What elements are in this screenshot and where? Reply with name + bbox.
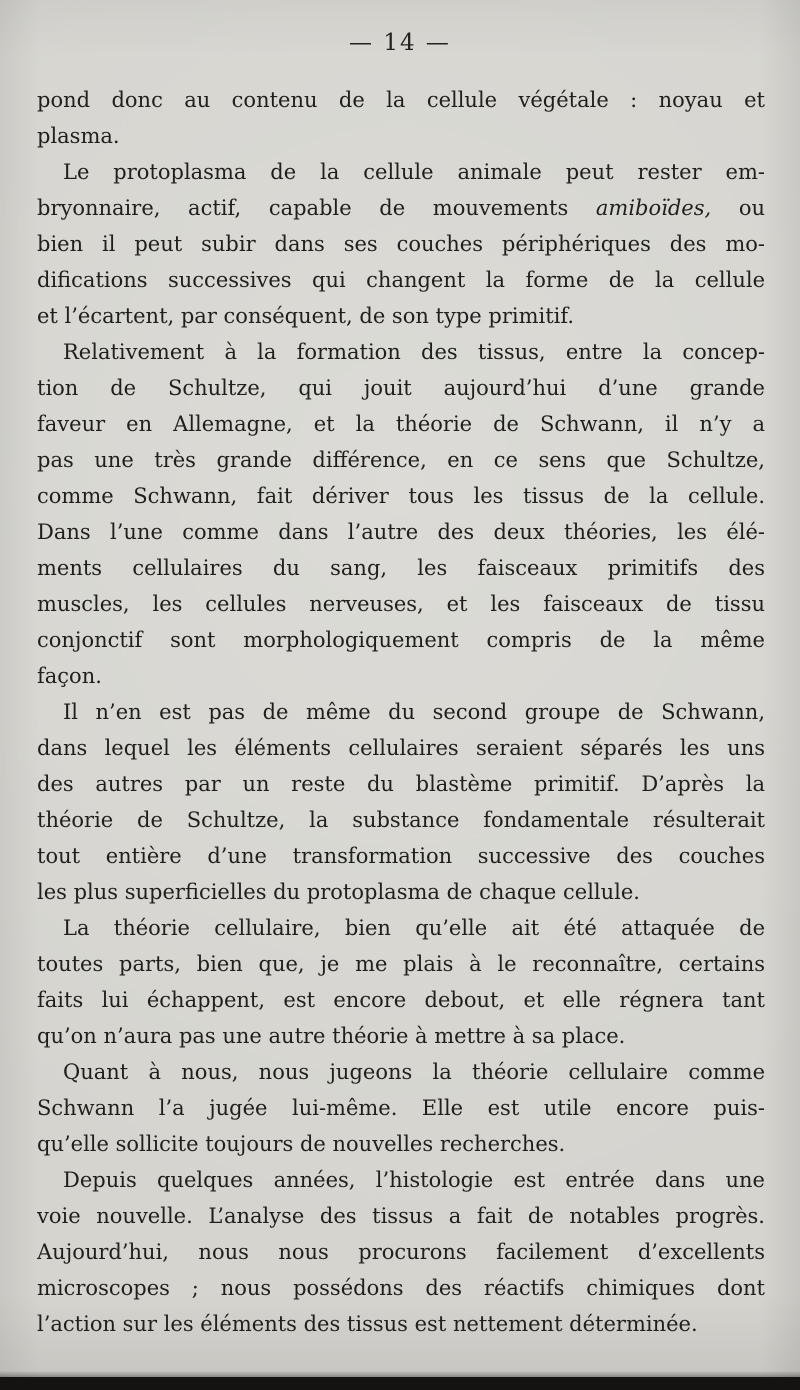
paragraph	[37, 1054, 765, 1162]
text-line: Aujourd’hui, nous nous procurons facilement d’excellents	[37, 1240, 765, 1264]
text-line: pas une très grande différence, en ce sens que Schultze,	[37, 448, 765, 472]
text-line: Relativement à la formation des tissus, entre la concep-	[63, 340, 765, 364]
text-line: l’action sur les éléments des tissus est nettement déterminée.	[37, 1312, 698, 1336]
text-line: La théorie cellulaire, bien qu’elle ait été attaquée de	[63, 916, 765, 940]
text-line: qu’on n’aura pas une autre théorie à mettre à sa place.	[37, 1024, 626, 1048]
paragraph	[37, 910, 765, 1054]
text-line: bryonnaire, actif, capable de mouvements amiboïdes, ou	[37, 196, 765, 220]
text-line: faits lui échappent, est encore debout, et elle régnera tant	[37, 988, 765, 1012]
paragraph	[37, 82, 765, 154]
text-line: Le protoplasma de la cellule animale peut rester em-	[63, 160, 765, 184]
text-line: théorie de Schultze, la substance fondamentale résulterait	[37, 808, 765, 832]
text-line: qu’elle sollicite toujours de nouvelles recherches.	[37, 1132, 566, 1156]
text-line: Dans l’une comme dans l’autre des deux théories, les élé-	[37, 520, 765, 544]
text-line: Il n’en est pas de même du second groupe de Schwann,	[63, 700, 765, 724]
scan-edge-bar	[0, 1377, 800, 1390]
text-line: voie nouvelle. L’analyse des tissus a fait de notables progrès.	[37, 1204, 765, 1228]
text-line: des autres par un reste du blastème primitif. D’après la	[37, 772, 765, 796]
text-line: comme Schwann, fait dériver tous les tissus de la cellule.	[37, 484, 765, 508]
text-line: pond donc au contenu de la cellule végétale : noyau et	[37, 88, 765, 112]
text-line: microscopes ; nous possédons des réactifs chimiques dont	[37, 1276, 765, 1300]
text-line: tout entière d’une transformation successive des couches	[37, 844, 765, 868]
paragraph	[37, 694, 765, 910]
text-line: toutes parts, bien que, je me plais à le reconnaître, certains	[37, 952, 765, 976]
text-line: Depuis quelques années, l’histologie est entrée dans une	[63, 1168, 765, 1192]
text-line: plasma.	[37, 124, 120, 148]
page-body	[37, 82, 765, 1342]
text-line: Quant à nous, nous jugeons la théorie cellulaire comme	[63, 1060, 765, 1084]
paragraph	[37, 334, 765, 694]
text-line: muscles, les cellules nerveuses, et les faisceaux de tissu	[37, 592, 765, 616]
text-line: Schwann l’a jugée lui-même. Elle est utile encore puis-	[37, 1096, 765, 1120]
text-line: façon.	[37, 664, 102, 688]
page-number: — 14 —	[349, 30, 451, 56]
text-line: conjonctif sont morphologiquement compris de la même	[37, 628, 765, 652]
text-line: dans lequel les éléments cellulaires seraient séparés les uns	[37, 736, 765, 760]
text-line: difications successives qui changent la forme de la cellule	[37, 268, 765, 292]
text-line: tion de Schultze, qui jouit aujourd’hui d’une grande	[37, 376, 765, 400]
text-line: faveur en Allemagne, et la théorie de Schwann, il n’y a	[37, 412, 765, 436]
paragraph	[37, 1162, 765, 1342]
text-line: et l’écartent, par conséquent, de son type primitif.	[37, 304, 575, 328]
text-line: ments cellulaires du sang, les faisceaux primitifs des	[37, 556, 765, 580]
text-line: bien il peut subir dans ses couches périphériques des mo-	[37, 232, 765, 256]
paragraph	[37, 154, 765, 334]
text-line: les plus superficielles du protoplasma de chaque cellule.	[37, 880, 640, 904]
